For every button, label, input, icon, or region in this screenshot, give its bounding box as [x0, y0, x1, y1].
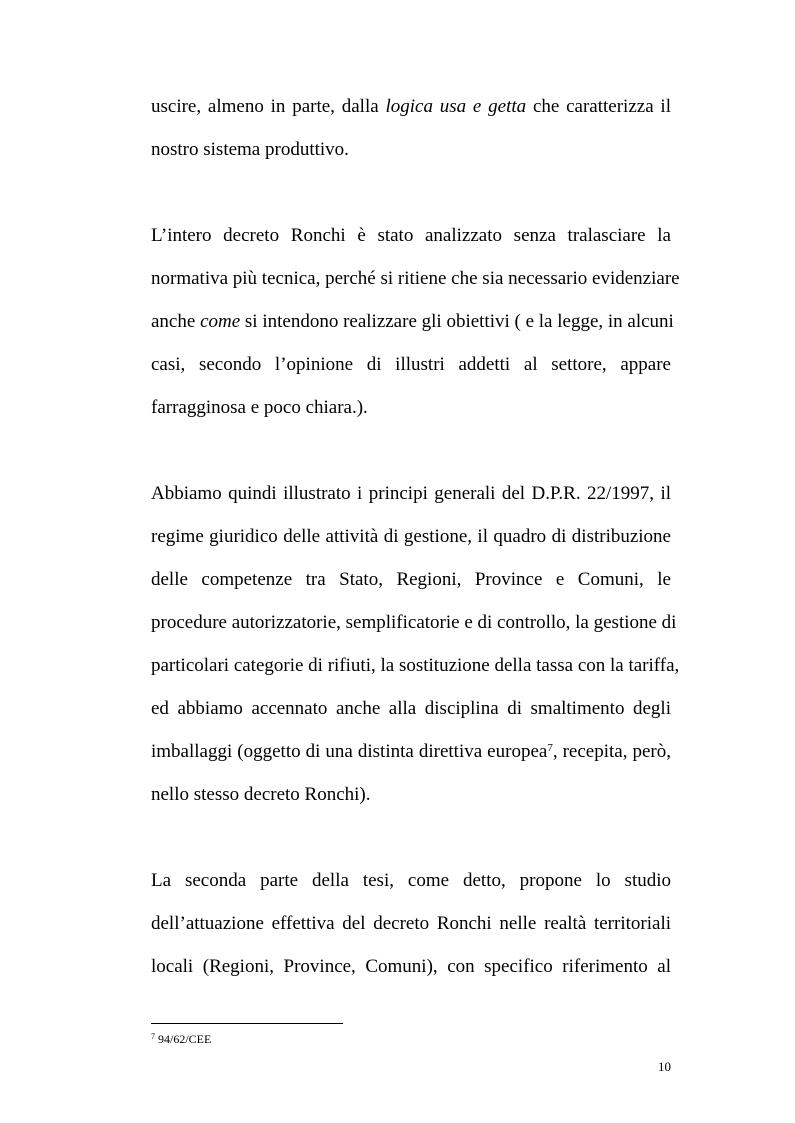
text-line: normativa più tecnica, perché si ritiene che sia necessario evidenziare — [151, 268, 680, 289]
text-line: imballaggi (oggetto di una distinta direttiva europea$^7$, recepita, però, — [151, 741, 671, 762]
text-line: casi, secondo l’opinione di illustri addetti al settore, appare — [151, 354, 671, 375]
text-line: Abbiamo quindi illustrato i principi generali del D.P.R. 22/1997, il — [151, 483, 671, 504]
footnote-number: 7 — [151, 1032, 155, 1041]
page-number: 10 — [658, 1059, 671, 1074]
text-line: La seconda parte della tesi, come detto, propone lo studio — [151, 870, 671, 891]
footnote-ref[interactable]: 7 — [547, 742, 553, 754]
text-line: delle competenze tra Stato, Regioni, Province e Comuni, le — [151, 569, 671, 590]
text-line: anche come si intendono realizzare gli obiettivi ( e la legge, in alcuni — [151, 311, 674, 332]
text-line: ed abbiamo accennato anche alla disciplina di smaltimento degli — [151, 698, 671, 719]
text-line: nostro sistema produttivo. — [151, 139, 349, 160]
text-line: procedure autorizzatorie, semplificatorie e di controllo, la gestione di — [151, 612, 677, 633]
footnote-divider — [151, 1023, 343, 1024]
footnote-text: 94/62/CEE — [158, 1032, 212, 1046]
text-line: dell’attuazione effettiva del decreto Ronchi nelle realtà territoriali — [151, 913, 671, 934]
emphasis: logica usa e getta — [385, 96, 527, 117]
text-line: farragginosa e poco chiara.). — [151, 397, 368, 418]
text-line: uscire, almeno in parte, dalla logica usa e getta che caratterizza il — [151, 96, 671, 117]
footnote — [151, 1031, 211, 1047]
text-line: locali (Regioni, Province, Comuni), con specifico riferimento al — [151, 956, 671, 977]
text-line: regime giuridico delle attività di gestione, il quadro di distribuzione — [151, 526, 671, 547]
emphasis: come — [200, 311, 241, 332]
text-line: particolari categorie di rifiuti, la sostituzione della tassa con la tariffa, — [151, 655, 680, 676]
text-line: nello stesso decreto Ronchi). — [151, 784, 371, 805]
text-line: L’intero decreto Ronchi è stato analizzato senza tralasciare la — [151, 225, 671, 246]
